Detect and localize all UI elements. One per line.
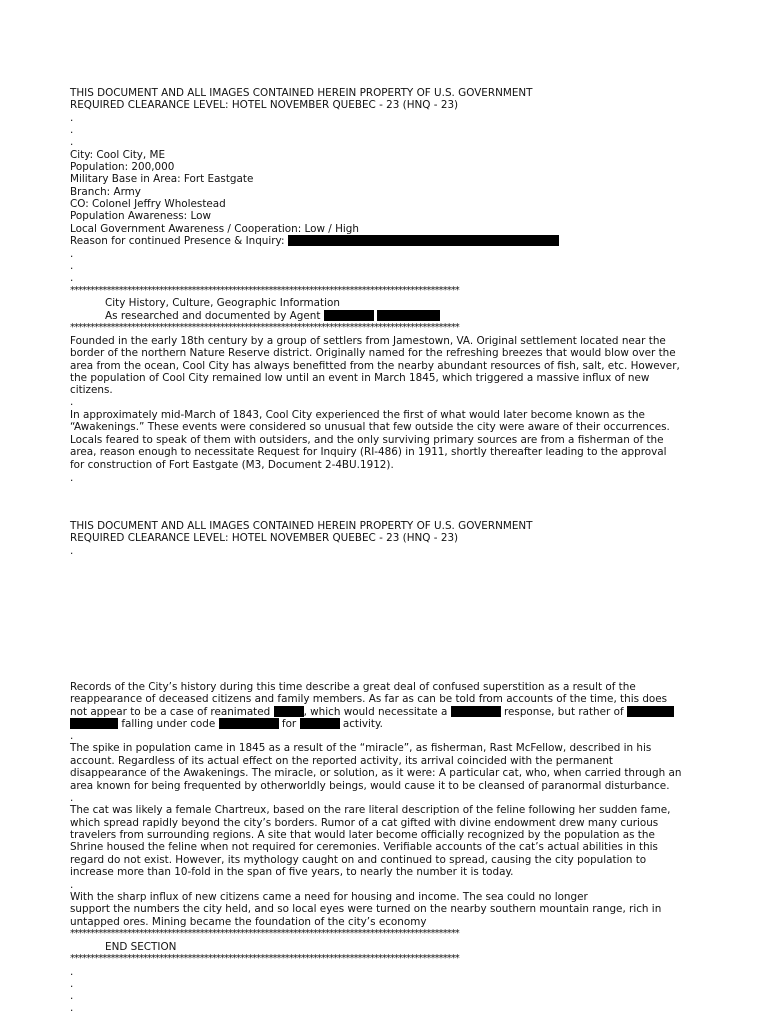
classification-header-line-2: THIS DOCUMENT AND ALL IMAGES CONTAINED HEREIN PROPERTY OF U.S. GOVERNMENT: [70, 520, 533, 532]
paragraph-line: citizens.: [70, 384, 113, 396]
redaction-bar: [70, 718, 118, 729]
asterisk-divider: ************************************************************************************************: [70, 928, 459, 939]
paragraph-line: Locals feared to speak of them with outsiders, and the only surviving primary sources are from a fisherman of the: [70, 434, 664, 446]
spacer-dot: .: [70, 730, 74, 742]
fact-co: CO: Colonel Jeffry Wholestead: [70, 198, 226, 210]
paragraph-line: area from the ocean, Cool City has always benefitted from the nearby abundant resources of fish, salt, etc. However,: [70, 360, 680, 372]
classification-header-line-1: THIS DOCUMENT AND ALL IMAGES CONTAINED HEREIN PROPERTY OF U.S. GOVERNMENT: [70, 87, 533, 99]
redaction-bar: [288, 235, 559, 246]
spacer-dot: .: [70, 272, 74, 284]
spacer-dot: .: [70, 1002, 74, 1014]
asterisk-divider: ************************************************************************************************: [70, 953, 459, 964]
paragraph-line: untapped ores. Mining became the foundation of the city’s economy: [70, 916, 427, 928]
clearance-header-line-2: REQUIRED CLEARANCE LEVEL: HOTEL NOVEMBER QUEBEC - 23 (HNQ - 23): [70, 532, 459, 544]
paragraph-line: support the numbers the city held, and so local eyes were turned on the nearby southern mountain range, rich in: [70, 903, 662, 915]
fact-reason: [70, 235, 559, 247]
spacer-dot: .: [70, 990, 74, 1002]
text-span: for: [281, 718, 297, 730]
paragraph-line: In approximately mid-March of 1843, Cool City experienced the first of what would later become known as the: [70, 409, 645, 421]
asterisk-divider: ************************************************************************************************: [70, 285, 459, 296]
paragraph-line: The spike in population came in 1845 as a result of the “miracle”, as fisherman, Rast McFellow, described in his: [70, 742, 652, 754]
paragraph-line: [70, 706, 674, 718]
spacer-dot: .: [70, 396, 74, 408]
paragraph-line: regard do not exist. However, its mythology caught on and continued to spread, causing the city population to: [70, 854, 647, 866]
paragraph-line: Shrine housed the feline when not required for ceremonies. Verifiable accounts of the cat’s actual abilities in this: [70, 841, 658, 853]
paragraph-line: Founded in the early 18th century by a group of settlers from Jamestown, VA. Original settlement located near the: [70, 335, 666, 347]
text-span: response, but rather of: [503, 706, 624, 718]
spacer-dot: .: [70, 248, 74, 260]
spacer-dot: .: [70, 966, 74, 978]
paragraph-line: increase more than 10-fold in the span of five years, to nearly the number it is today.: [70, 866, 514, 878]
fact-population-awareness: Population Awareness: Low: [70, 210, 211, 222]
fact-military-base: Military Base in Area: Fort Eastgate: [70, 173, 254, 185]
paragraph-line: for construction of Fort Eastgate (M3, Document 2-4BU.1912).: [70, 459, 394, 471]
redaction-bar: [274, 706, 304, 717]
fact-government-awareness: Local Government Awareness / Cooperation: Low / High: [70, 223, 359, 235]
fact-reason-label: Reason for continued Presence & Inquiry:: [70, 235, 285, 247]
paragraph-line: The cat was likely a female Chartreux, based on the rare literal description of the feline following her sudden fame,: [70, 804, 671, 816]
fact-city: City: Cool City, ME: [70, 149, 166, 161]
paragraph-line: the population of Cool City remained low until an event in March 1845, which triggered a massive influx of new: [70, 372, 650, 384]
paragraph-line: which spread rapidly beyond the city’s borders. Rumor of a cat gifted with divine endowment drew many curious: [70, 817, 659, 829]
asterisk-divider: ************************************************************************************************: [70, 322, 459, 333]
spacer-dot: .: [70, 978, 74, 990]
text-span: falling under code: [121, 718, 216, 730]
text-span: not appear to be a case of reanimated: [70, 706, 271, 718]
paragraph-line: border of the northern Nature Reserve district. Originally named for the refreshing breezes that would blow over the: [70, 347, 676, 359]
spacer-dot: .: [70, 792, 74, 804]
spacer-dot: .: [70, 112, 74, 124]
clearance-header-line-1: REQUIRED CLEARANCE LEVEL: HOTEL NOVEMBER QUEBEC - 23 (HNQ - 23): [70, 99, 459, 111]
redaction-bar: [324, 310, 374, 321]
text-span: activity.: [342, 718, 383, 730]
spacer-dot: .: [70, 124, 74, 136]
section-title: City History, Culture, Geographic Information: [105, 297, 340, 309]
paragraph-line: disappearance of the Awakenings. The miracle, or solution, as it were: A particular cat, who, when carried through an: [70, 767, 682, 779]
spacer-dot: .: [70, 136, 74, 148]
paragraph-line: Records of the City’s history during this time describe a great deal of confused superstition as a result of the: [70, 681, 636, 693]
paragraph-line: With the sharp influx of new citizens came a need for housing and income. The sea could no longer: [70, 891, 588, 903]
text-span: , which would necessitate a: [303, 706, 448, 718]
byline-label: As researched and documented by Agent: [105, 310, 321, 322]
fact-population: Population: 200,000: [70, 161, 175, 173]
redaction-bar: [451, 706, 501, 717]
spacer-dot: .: [70, 472, 74, 484]
paragraph-line: reappearance of deceased citizens and family members. As far as can be told from accounts of the time, this does: [70, 693, 668, 705]
paragraph-line: [70, 718, 383, 730]
paragraph-line: area, reason enough to necessitate Request for Inquiry (RI-486) in 1911, shortly thereafter leading to the approval: [70, 446, 667, 458]
redaction-bar: [377, 310, 440, 321]
fact-branch: Branch: Army: [70, 186, 141, 198]
spacer-dot: .: [70, 260, 74, 272]
paragraph-line: area known for being frequented by otherworldly beings, would cause it to be cleansed of paranormal disturbance.: [70, 780, 670, 792]
section-byline: [105, 310, 440, 322]
redaction-bar: [219, 718, 279, 729]
end-section-label: END SECTION: [105, 941, 177, 953]
spacer-dot: .: [70, 879, 74, 891]
paragraph-line: account. Regardless of its actual effect on the reported activity, its arrival coincided with the permanent: [70, 755, 613, 767]
redaction-bar: [300, 718, 340, 729]
redaction-bar: [627, 706, 674, 717]
paragraph-line: travelers from surrounding regions. A site that would later become officially recognized by the population as the: [70, 829, 655, 841]
paragraph-line: “Awakenings.” These events were considered so unusual that few outside the city were aware of their occurrences.: [70, 421, 670, 433]
spacer-dot: .: [70, 545, 74, 557]
